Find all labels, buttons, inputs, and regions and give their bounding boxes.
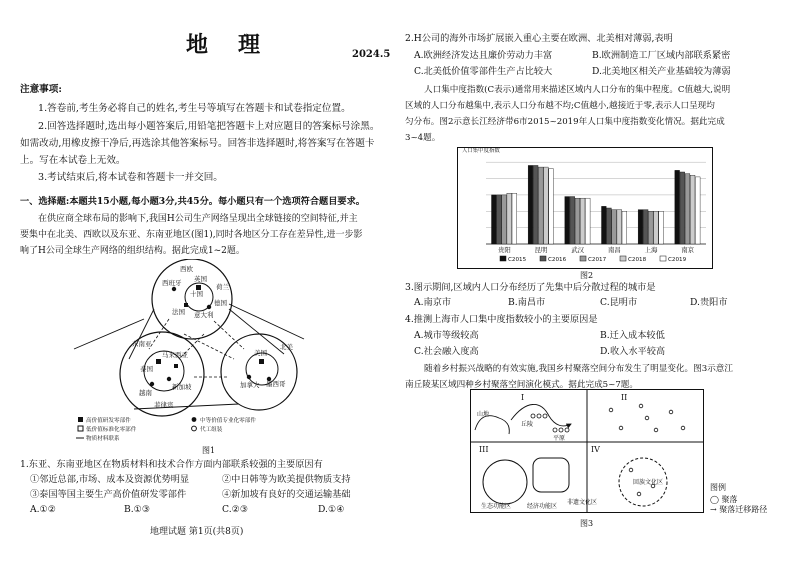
legend-label: C2019 bbox=[668, 257, 687, 263]
svg-text:代工组装: 代工组装 bbox=[200, 427, 223, 433]
quadrant-label: IV bbox=[591, 445, 600, 454]
choice-c[interactable]: C.社会融入度高 bbox=[414, 346, 479, 357]
figure1-svg bbox=[44, 259, 332, 444]
svg-text:物质材料联系: 物质材料联系 bbox=[86, 436, 120, 442]
category-label: 南昌 bbox=[607, 246, 621, 254]
bar bbox=[685, 174, 690, 244]
svg-text:法国: 法国 bbox=[172, 308, 185, 316]
figure1-caption: 图1 bbox=[202, 446, 216, 455]
svg-text:十国: 十国 bbox=[190, 290, 203, 298]
passage-line: 区域的人口分布越集中,表示人口分布越不均;C值越小,越接近于零,表示人口呈现均 bbox=[405, 101, 715, 111]
bar bbox=[507, 193, 512, 244]
passage-line: 在供应商全球布局的影响下,我国H公司生产网络呈现出全球链接的空间特征,并主 bbox=[38, 214, 358, 224]
category-label: 昆明 bbox=[534, 246, 548, 254]
question-stem: 4.推测上海市人口集中度指数较小的主要原因是 bbox=[405, 314, 598, 325]
y-axis-label: 人口集中度指数 bbox=[462, 148, 500, 154]
bar bbox=[565, 197, 570, 244]
question-stem: 1.东亚、东南亚地区在物质材料和技术合作方面内部联系较强的主要原因有 bbox=[20, 459, 323, 470]
bar bbox=[549, 169, 554, 244]
bar bbox=[659, 211, 664, 244]
bar bbox=[680, 172, 685, 244]
bar bbox=[617, 210, 622, 244]
category-label: 南京 bbox=[681, 246, 695, 254]
question-option: A.欧洲经济发达且廉价劳动力丰富 bbox=[414, 50, 553, 61]
bar bbox=[607, 208, 612, 244]
figure2-caption: 图2 bbox=[580, 271, 594, 280]
passage-line: 人口集中度指数(C表示)通常用来描述区域内人口分布的集中程度。C值越大,说明 bbox=[424, 85, 731, 95]
legend-label: C2016 bbox=[548, 257, 567, 263]
legend-swatch bbox=[620, 256, 626, 261]
svg-text:回族文化区: 回族文化区 bbox=[633, 479, 664, 486]
svg-text:非遗文化区: 非遗文化区 bbox=[567, 499, 598, 506]
legend-swatch bbox=[540, 256, 546, 261]
svg-text:意大利: 意大利 bbox=[194, 311, 214, 319]
bar bbox=[654, 211, 659, 244]
choice-d[interactable]: D.贵阳市 bbox=[690, 297, 728, 308]
svg-text:高价值研发零部件: 高价值研发零部件 bbox=[86, 418, 131, 424]
bar bbox=[580, 198, 585, 244]
category-label: 贵阳 bbox=[497, 246, 511, 254]
bar bbox=[512, 193, 517, 244]
question-option: ④新加坡有良好的交通运输基础 bbox=[222, 489, 351, 500]
notice-item: 上。写在本试卷上无效。 bbox=[20, 155, 126, 166]
question-stem: 3.图示期间,区域内人口分布经历了先集中后分散过程的城市是 bbox=[405, 282, 656, 293]
bar bbox=[502, 195, 507, 244]
passage-line: 南丘陵某区域四种乡村聚落空间演化模式。据此完成5~7题。 bbox=[405, 380, 638, 390]
passage-line: 要集中在北美、西欧以及东亚、东南亚地区(图1),同时各地区分工存在差异性,进一步影 bbox=[20, 230, 363, 240]
bar bbox=[675, 170, 680, 244]
passage-line: 3~4题。 bbox=[405, 133, 441, 143]
quadrant-label: III bbox=[479, 445, 489, 454]
svg-text:丘陵: 丘陵 bbox=[521, 421, 534, 428]
choice-b[interactable]: B.①③ bbox=[124, 504, 151, 515]
svg-text:菲律宾: 菲律宾 bbox=[154, 401, 174, 409]
legend-swatch bbox=[660, 256, 666, 261]
region-label: 西欧 bbox=[180, 265, 193, 273]
bar bbox=[544, 167, 549, 244]
figure2-chart bbox=[457, 147, 713, 269]
passage-line: 响了H公司全球生产网络的组织结构。据此完成1~2题。 bbox=[20, 246, 245, 256]
bar bbox=[648, 211, 653, 244]
question-stem: 2.H公司的海外市场扩展嵌入重心主要在欧洲、北美相对薄弱,表明 bbox=[405, 33, 673, 44]
bar bbox=[602, 206, 607, 244]
svg-text:加拿大: 加拿大 bbox=[240, 381, 260, 389]
svg-text:墨西哥: 墨西哥 bbox=[266, 380, 286, 388]
passage-line: 随着乡村振兴战略的有效实施,我国乡村聚落空间分布发生了明显变化。图3示意江 bbox=[424, 364, 733, 374]
choice-d[interactable]: D.收入水平较高 bbox=[600, 346, 666, 357]
svg-text:中等价值专业化零部件: 中等价值专业化零部件 bbox=[200, 418, 256, 424]
figure3-legend-item: ◯ 聚落 bbox=[710, 495, 738, 504]
question-option: B.欧洲制造工厂区域内部联系紧密 bbox=[592, 50, 731, 61]
bar bbox=[533, 165, 538, 244]
svg-text:美国: 美国 bbox=[254, 349, 267, 357]
choice-b[interactable]: B.南昌市 bbox=[508, 297, 546, 308]
figure3-settlement-diagram bbox=[470, 389, 704, 513]
category-label: 上海 bbox=[644, 246, 658, 254]
notice-item: 3.考试结束后,将本试卷和答题卡一并交回。 bbox=[38, 172, 223, 183]
bar bbox=[528, 165, 533, 244]
question-option: ③泰国等国主要生产高价值研发零部件 bbox=[30, 489, 187, 500]
page-footer: 地理试题 第1页(共8页) bbox=[150, 527, 244, 537]
svg-text:泰国: 泰国 bbox=[140, 365, 153, 373]
choice-c[interactable]: C.昆明市 bbox=[600, 297, 638, 308]
quadrant-label: II bbox=[621, 393, 628, 402]
question-option: D.北美地区相关产业基础较为薄弱 bbox=[592, 66, 731, 77]
svg-text:山地: 山地 bbox=[477, 411, 490, 418]
category-label: 武汉 bbox=[571, 246, 585, 254]
figure3-legend-item: → 聚落迁移路径 bbox=[710, 505, 768, 514]
question-option: C.北美低价值零部件生产占比较大 bbox=[414, 66, 553, 77]
arrow-icon: → bbox=[710, 505, 720, 514]
svg-text:平原: 平原 bbox=[553, 435, 566, 442]
notice-heading: 注意事项: bbox=[20, 84, 62, 95]
svg-text:荷兰: 荷兰 bbox=[216, 283, 229, 291]
bar-chart-svg bbox=[458, 148, 712, 268]
notice-item: 2.回答选择题时,选出每小题答案后,用铅笔把答题卡上对应题目的答案标号涂黑。 bbox=[38, 121, 380, 132]
choice-d[interactable]: D.①④ bbox=[318, 504, 345, 515]
svg-text:生态功能区: 生态功能区 bbox=[481, 503, 512, 510]
quadrant-label: I bbox=[521, 393, 525, 402]
svg-text:西班牙: 西班牙 bbox=[162, 279, 182, 287]
legend-label: C2017 bbox=[588, 257, 607, 263]
choice-a[interactable]: A.南京市 bbox=[414, 297, 452, 308]
bar bbox=[612, 210, 617, 244]
figure3-caption: 图3 bbox=[580, 519, 594, 528]
legend-label: C2018 bbox=[628, 257, 647, 263]
bar bbox=[690, 175, 695, 244]
figure1-network-diagram bbox=[44, 259, 332, 444]
svg-text:低价值标准化零部件: 低价值标准化零部件 bbox=[86, 427, 137, 433]
svg-text:新加坡: 新加坡 bbox=[172, 383, 192, 391]
bar bbox=[585, 198, 590, 244]
svg-text:德国: 德国 bbox=[214, 299, 227, 307]
bar bbox=[638, 210, 643, 244]
figure3-svg bbox=[471, 390, 703, 512]
svg-text:英国: 英国 bbox=[194, 275, 207, 283]
bar bbox=[643, 210, 648, 244]
question-option: ①邻近总部,市场、成本及资源优势明显 bbox=[30, 474, 190, 485]
svg-text:经济功能区: 经济功能区 bbox=[527, 503, 558, 510]
bar bbox=[492, 195, 497, 244]
region-label: 东南亚 bbox=[132, 340, 152, 348]
settlement-icon: ◯ bbox=[710, 495, 722, 504]
choice-c[interactable]: C.②③ bbox=[222, 504, 249, 515]
bar bbox=[497, 195, 502, 244]
notice-item: 1.答卷前,考生务必将自己的姓名,考生号等填写在答题卡和试卷指定位置。 bbox=[38, 103, 351, 114]
svg-text:马来西亚: 马来西亚 bbox=[162, 351, 188, 359]
bar bbox=[538, 167, 543, 244]
page-title: 地理 bbox=[186, 32, 291, 58]
legend-swatch bbox=[580, 256, 586, 261]
passage-line: 匀分布。图2示意长江经济带6市2015~2019年人口集中度指数变化情况。据此完成 bbox=[405, 117, 725, 127]
section-heading: 一、选择题:本题共15小题,每小题3分,共45分。每小题只有一个选项符合题目要求。 bbox=[20, 196, 365, 207]
exam-date: 2024.5 bbox=[352, 49, 391, 60]
bar bbox=[570, 197, 575, 244]
choice-a[interactable]: A.城市等级较高 bbox=[414, 330, 479, 341]
bar bbox=[575, 198, 580, 244]
bar bbox=[695, 177, 700, 244]
notice-item: 如需改动,用橡皮擦干净后,再选涂其他答案标号。回答非选择题时,将答案写在答题卡 bbox=[20, 138, 375, 149]
bar bbox=[622, 211, 627, 244]
question-option: ②中日韩等为欧美提供物质支持 bbox=[222, 474, 351, 485]
region-label: 北美 bbox=[280, 343, 293, 351]
choice-b[interactable]: B.迁入成本较低 bbox=[600, 330, 665, 341]
choice-a[interactable]: A.①② bbox=[30, 504, 57, 515]
legend-swatch bbox=[500, 256, 506, 261]
svg-text:越南: 越南 bbox=[139, 389, 152, 397]
figure3-legend-title: 图例 bbox=[710, 483, 726, 492]
legend-label: C2015 bbox=[508, 257, 527, 263]
